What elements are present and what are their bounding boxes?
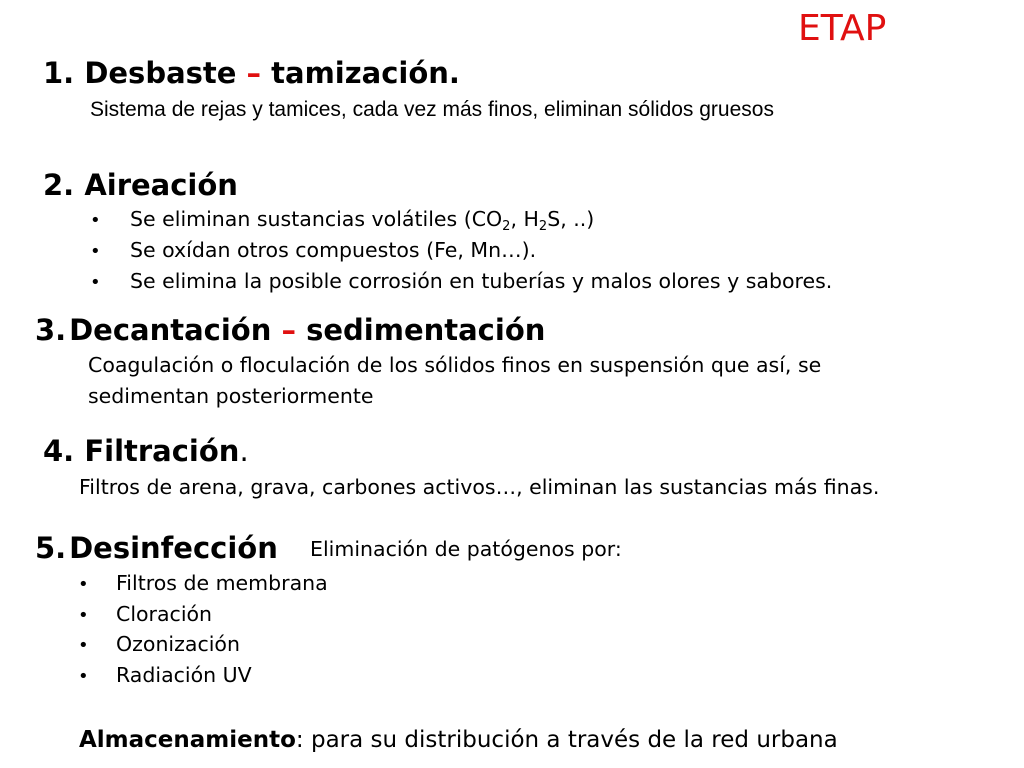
- section-5-item-2: Cloración: [116, 602, 213, 626]
- section-2-title: Aireación: [84, 168, 238, 202]
- bullet-icon: •: [90, 241, 101, 262]
- section-5-number: 5.: [35, 531, 67, 565]
- section-3-line-1: Coagulación o floculación de los sólidos finos en suspensión que así, se: [88, 353, 822, 377]
- section-2-bullet-3: Se elimina la posible corrosión en tuberías y malos olores y sabores.: [130, 269, 833, 293]
- co2-subscript: 2: [502, 219, 511, 234]
- bullet-icon: •: [90, 272, 101, 293]
- section-5-title: Desinfección: [69, 531, 278, 565]
- bullet-icon: •: [78, 666, 89, 687]
- page-title: ETAP: [798, 8, 887, 49]
- section-5-item-4: Radiación UV: [116, 663, 252, 687]
- section-1-dash: –: [246, 56, 262, 90]
- section-2-number: 2.: [43, 168, 75, 202]
- section-2-bullet-1-part-a: Se eliminan sustancias volátiles (CO: [130, 207, 503, 231]
- section-4-period: .: [239, 434, 249, 468]
- section-4-title: Filtración: [84, 434, 240, 468]
- section-3-number: 3.: [35, 313, 67, 347]
- storage-line: [79, 727, 838, 753]
- bullet-icon: •: [78, 605, 89, 626]
- h2s-subscript: 2: [538, 219, 548, 234]
- section-1-title-a: Desbaste: [84, 56, 237, 90]
- section-2-bullet-2: Se oxídan otros compuestos (Fe, Mn…).: [130, 238, 537, 262]
- section-5-item-1: Filtros de membrana: [116, 571, 328, 595]
- section-3-title-b: sedimentación: [306, 313, 546, 347]
- section-4-heading: [43, 434, 249, 468]
- section-1-text: Sistema de rejas y tamices, cada vez más finos, eliminan sólidos gruesos: [90, 98, 774, 121]
- storage-label: Almacenamiento: [79, 727, 296, 753]
- section-3-title-a: Decantación: [69, 313, 272, 347]
- section-1-heading: [43, 56, 460, 90]
- bullet-icon: •: [90, 210, 101, 231]
- section-2-bullet-1-part-c: S, ..): [547, 207, 595, 231]
- bullet-icon: •: [78, 574, 89, 595]
- section-3-dash: –: [281, 313, 296, 347]
- section-2-bullet-1-part-b: , H: [510, 207, 539, 231]
- section-1-title-b: tamización.: [271, 56, 460, 90]
- storage-text: : para su distribución a través de la red urbana: [295, 727, 838, 753]
- section-3-line-2: sedimentan posteriormente: [88, 384, 374, 408]
- section-1-number: 1.: [43, 56, 75, 90]
- section-5-item-3: Ozonización: [116, 632, 240, 656]
- section-2-bullet-1: [130, 207, 594, 234]
- section-5-heading: [35, 531, 278, 565]
- section-2-heading: [43, 168, 238, 202]
- section-5-intro: Eliminación de patógenos por:: [310, 537, 622, 561]
- section-4-text: Filtros de arena, grava, carbones activos…, eliminan las sustancias más finas.: [79, 475, 880, 499]
- bullet-icon: •: [78, 635, 89, 656]
- section-3-heading: [35, 313, 545, 347]
- section-4-number: 4.: [43, 434, 75, 468]
